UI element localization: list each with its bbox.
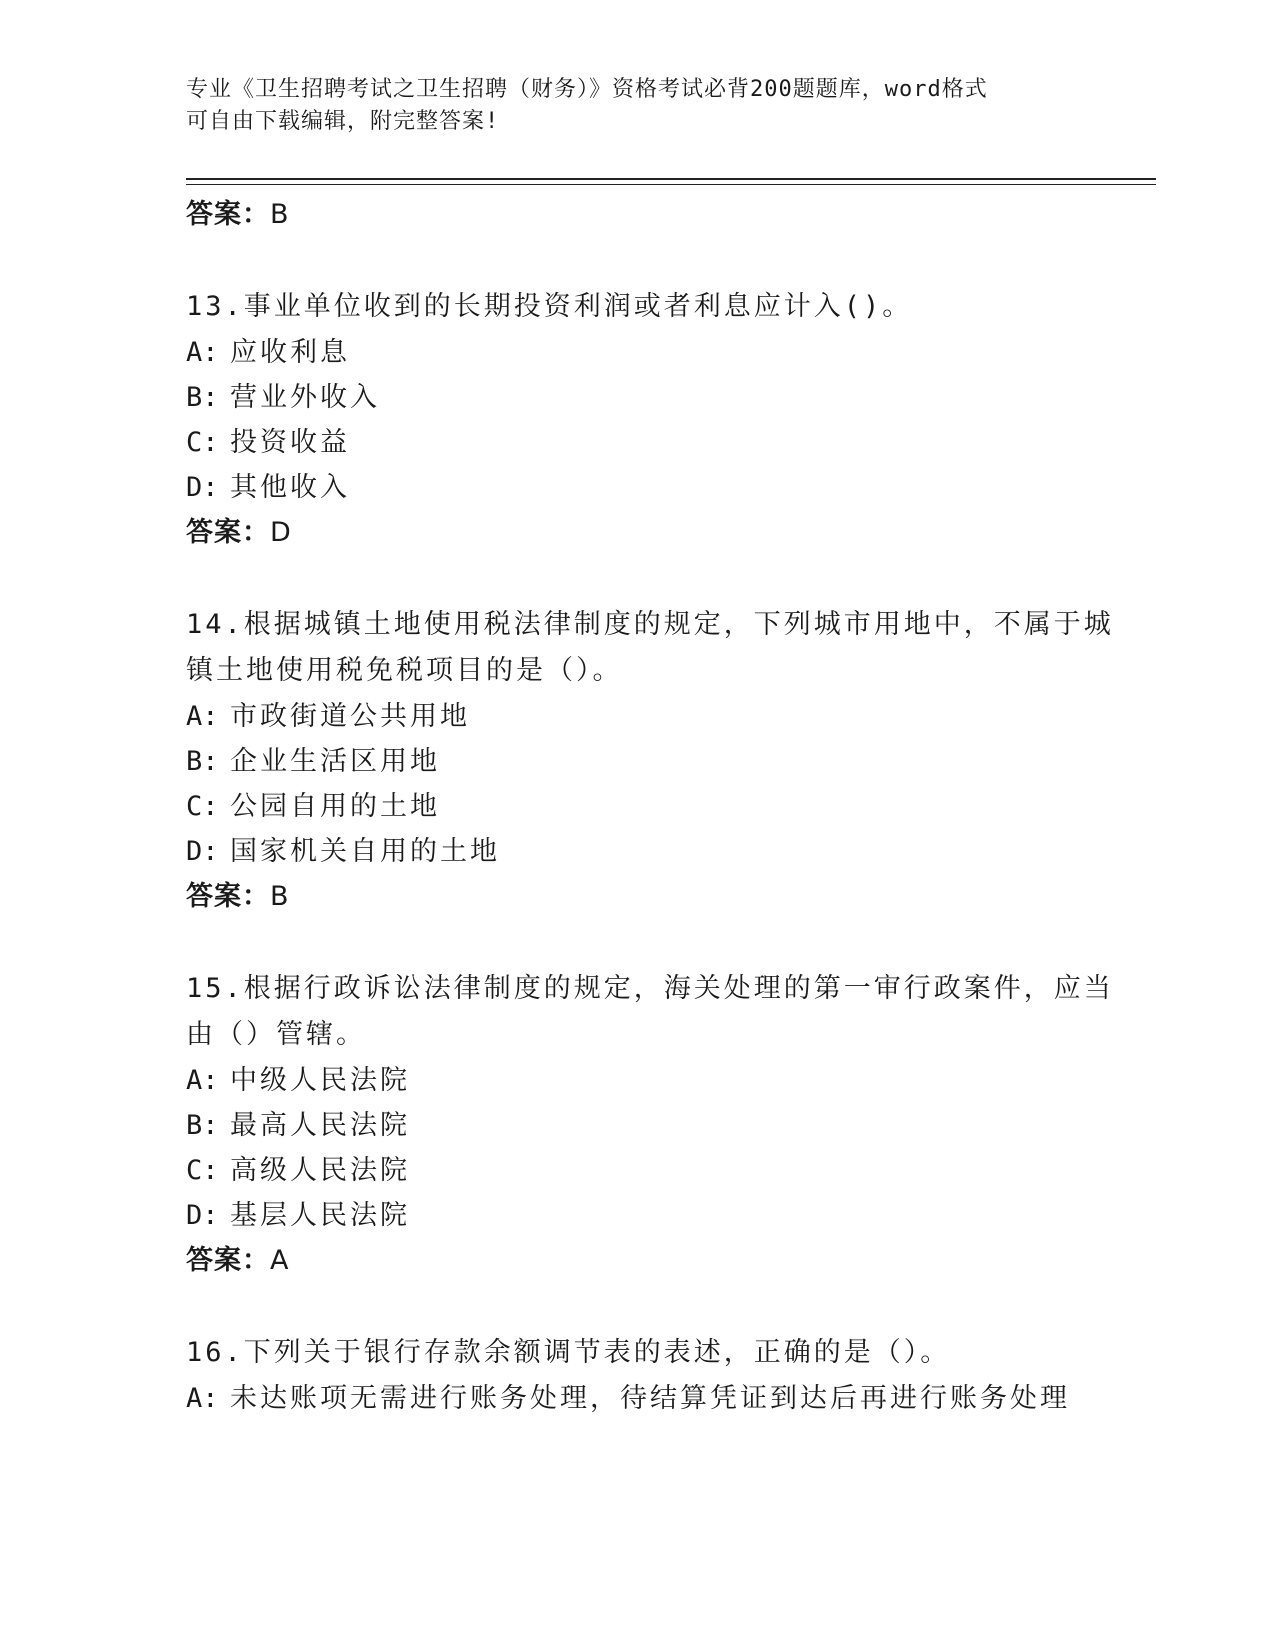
option-c bbox=[186, 1148, 1086, 1193]
option-text: 最高人民法院 bbox=[230, 1110, 410, 1141]
header-divider-thin bbox=[186, 184, 1156, 185]
header-line-2: 可自由下载编辑，附完整答案! bbox=[186, 109, 500, 134]
option-d bbox=[186, 1193, 1086, 1238]
option-key: D: bbox=[186, 836, 219, 867]
option-text: 其他收入 bbox=[230, 472, 350, 503]
option-text: 市政街道公共用地 bbox=[230, 701, 470, 732]
option-a bbox=[186, 330, 1086, 375]
question-stem bbox=[186, 1330, 1086, 1376]
option-b bbox=[186, 1103, 1086, 1148]
option-d bbox=[186, 465, 1086, 510]
option-key: A: bbox=[186, 701, 219, 732]
option-key: A: bbox=[186, 1383, 219, 1414]
header-divider-thick bbox=[186, 178, 1156, 180]
question-stem-line: 15.根据行政诉讼法律制度的规定，海关处理的第一审行政案件，应当 bbox=[186, 973, 1114, 1004]
option-text: 企业生活区用地 bbox=[230, 746, 440, 777]
answer-15 bbox=[186, 1238, 1086, 1284]
previous-answer bbox=[186, 192, 1086, 238]
question-stem bbox=[186, 602, 1114, 694]
answer-value: A bbox=[270, 1245, 290, 1276]
option-b bbox=[186, 739, 1086, 784]
question-stem bbox=[186, 966, 1114, 1058]
option-c bbox=[186, 420, 1086, 465]
option-text: 未达账项无需进行账务处理，待结算凭证到达后再进行账务处理 bbox=[230, 1383, 1070, 1414]
option-text: 国家机关自用的土地 bbox=[230, 836, 500, 867]
question-stem-line: 14.根据城镇土地使用税法律制度的规定，下列城市用地中，不属于城 bbox=[186, 609, 1114, 640]
option-key: C: bbox=[186, 791, 219, 822]
question-stem-line: 镇土地使用税免税项目的是（）。 bbox=[186, 655, 623, 686]
answer-label: 答案： bbox=[186, 517, 270, 548]
question-13 bbox=[186, 284, 1086, 556]
question-stem-line: 13.事业单位收到的长期投资利润或者利息应计入()。 bbox=[186, 291, 913, 322]
option-text: 中级人民法院 bbox=[230, 1065, 410, 1096]
question-stem-line: 由（）管辖。 bbox=[186, 1019, 366, 1050]
answer-label: 答案： bbox=[186, 881, 270, 912]
option-c bbox=[186, 784, 1086, 829]
answer-value: B bbox=[270, 199, 290, 230]
option-a bbox=[186, 694, 1086, 739]
option-text: 高级人民法院 bbox=[230, 1155, 410, 1186]
option-text: 应收利息 bbox=[230, 337, 350, 368]
option-text: 投资收益 bbox=[230, 427, 350, 458]
document-header bbox=[186, 74, 1086, 138]
option-key: C: bbox=[186, 1155, 219, 1186]
option-text: 公园自用的土地 bbox=[230, 791, 440, 822]
option-key: A: bbox=[186, 337, 219, 368]
question-list bbox=[186, 192, 1114, 1421]
option-key: C: bbox=[186, 427, 219, 458]
question-15 bbox=[186, 966, 1114, 1284]
option-key: A: bbox=[186, 1065, 219, 1096]
option-key: B: bbox=[186, 1110, 219, 1141]
answer-13 bbox=[186, 510, 1086, 556]
option-text: 营业外收入 bbox=[230, 382, 380, 413]
option-d bbox=[186, 829, 1086, 874]
option-key: B: bbox=[186, 746, 219, 777]
question-16 bbox=[186, 1330, 1086, 1421]
option-a bbox=[186, 1376, 1086, 1421]
option-key: B: bbox=[186, 382, 219, 413]
option-a bbox=[186, 1058, 1086, 1103]
option-b bbox=[186, 375, 1086, 420]
option-text: 基层人民法院 bbox=[230, 1200, 410, 1231]
question-stem-line: 16.下列关于银行存款余额调节表的表述，正确的是（）。 bbox=[186, 1337, 951, 1368]
question-stem bbox=[186, 284, 1086, 330]
answer-14 bbox=[186, 874, 1086, 920]
answer-value: B bbox=[270, 881, 290, 912]
option-key: D: bbox=[186, 1200, 219, 1231]
answer-value: D bbox=[270, 517, 292, 548]
answer-label: 答案： bbox=[186, 1245, 270, 1276]
header-line-1: 专业《卫生招聘考试之卫生招聘（财务）》资格考试必背200题题库，word格式 bbox=[186, 77, 988, 102]
question-14 bbox=[186, 602, 1114, 920]
option-key: D: bbox=[186, 472, 219, 503]
answer-label: 答案： bbox=[186, 199, 270, 230]
